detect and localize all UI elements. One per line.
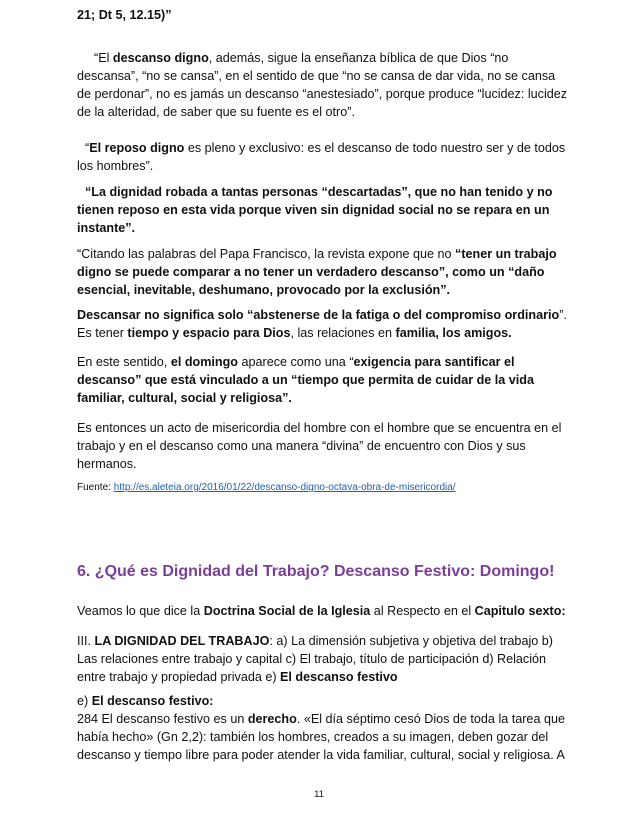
bold-text: familia, los amigos. bbox=[395, 326, 512, 340]
paragraph-papa-francisco bbox=[77, 245, 569, 299]
text: ”. Es tener bbox=[77, 308, 567, 340]
text: e) bbox=[77, 694, 92, 708]
text: Es entonces un acto de misericordia del hombre con el hombre que se encuentra en el trabajo y en el descanso como una manera “divina” de encuentro con Dios y sus hermanos. bbox=[77, 421, 562, 471]
bold-text: exigencia para santificar el descanso” que está vinculado a un “tiempo que permita de cuidar de la vida familiar, cultural, social y religiosa”. bbox=[77, 355, 534, 405]
text: En este sentido, bbox=[77, 355, 171, 369]
paragraph-descanso-digno bbox=[77, 49, 569, 121]
paragraph-doctrina-social bbox=[77, 602, 569, 620]
bold-text: El descanso festivo bbox=[280, 670, 398, 684]
text: , las relaciones en bbox=[290, 326, 396, 340]
paragraph-dignidad-trabajo bbox=[77, 632, 569, 686]
text: es pleno y exclusivo: es el descanso de todo nuestro ser y de todos los hombres”. bbox=[77, 141, 566, 173]
bold-text: “La dignidad robada a tantas personas “descartadas”, que no han tenido y no tienen reposo en esta vida porque viven sin dignidad social no se repara en un instante”. bbox=[77, 185, 553, 235]
page-number: 11 bbox=[314, 789, 324, 800]
bold-text: “tener un trabajo digno se puede comparar a no tener un verdadero descanso”, como un “daño esencial, inevitable, deshumano, provocado por la exclusión”. bbox=[77, 247, 557, 297]
paragraph-misericordia bbox=[77, 419, 569, 473]
bold-text: tiempo y espacio para Dios bbox=[127, 326, 291, 340]
bold-text: El descanso festivo: bbox=[91, 694, 214, 708]
text: , además, sigue la enseñanza bíblica de que Dios “no descansa”, “no se cansa”, en el sentido de que “no se cansa de dar vida, no se cansa de perdonar”, no es jamás un descanso “anestesiado”, porque produce “lucidez: lucidez de la alteridad, de saber que su fuente es el otro”. bbox=[77, 51, 568, 119]
bold-text: Descansar no significa solo “abstenerse de la fatiga o del compromiso ordinario bbox=[77, 308, 560, 322]
text: “Citando las palabras del Papa Francisco, la revista expone que no bbox=[77, 247, 456, 261]
text: III. bbox=[77, 634, 95, 648]
text: al Respecto en el bbox=[370, 604, 475, 618]
source-line bbox=[77, 481, 569, 495]
text: aparece como una “ bbox=[238, 355, 354, 369]
paragraph-descansar bbox=[77, 306, 569, 342]
paragraph-284 bbox=[77, 710, 569, 764]
citation-text: 21; Dt 5, 12.15)” bbox=[77, 8, 172, 22]
paragraph-citation-end bbox=[77, 6, 569, 24]
paragraph-domingo bbox=[77, 353, 569, 407]
paragraph-reposo-digno bbox=[77, 139, 569, 175]
source-label: Fuente: bbox=[77, 482, 114, 493]
bold-text: LA DIGNIDAD DEL TRABAJO bbox=[94, 634, 270, 648]
section-heading: 6. ¿Qué es Dignidad del Trabajo? Descanso Festivo: Domingo! bbox=[77, 563, 555, 580]
text: Veamos lo que dice la bbox=[77, 604, 204, 618]
source-link[interactable]: http://es.aleteia.org/2016/01/22/descanso-digno-octava-obra-de-misericordia/ bbox=[113, 482, 456, 493]
text: “El bbox=[94, 51, 113, 65]
text: : a) La dimensión subjetiva y objetiva del trabajo b) Las relaciones entre trabajo y capital c) El trabajo, título de participación d) Relación entre trabajo y propiedad privada e) bbox=[77, 634, 553, 684]
bold-text: descanso digno bbox=[112, 51, 209, 65]
text: 284 El descanso festivo es un bbox=[77, 712, 248, 726]
text: “ bbox=[85, 141, 90, 155]
bold-text: el domingo bbox=[170, 355, 238, 369]
bold-text: El reposo digno bbox=[89, 141, 185, 155]
paragraph-descanso-festivo-title bbox=[77, 692, 569, 710]
bold-text: derecho bbox=[247, 712, 297, 726]
paragraph-dignidad-robada bbox=[77, 183, 569, 237]
bold-text: Doctrina Social de la Iglesia bbox=[203, 604, 371, 618]
bold-text: Capitulo sexto: bbox=[474, 604, 566, 618]
text: . «El día séptimo cesó Dios de toda la tarea que había hecho» (Gn 2,2): también los hombres, creados a su imagen, deben gozar del descanso y tiempo libre para poder atender la vida familiar, cultural, social y religiosa. A bbox=[77, 712, 565, 762]
